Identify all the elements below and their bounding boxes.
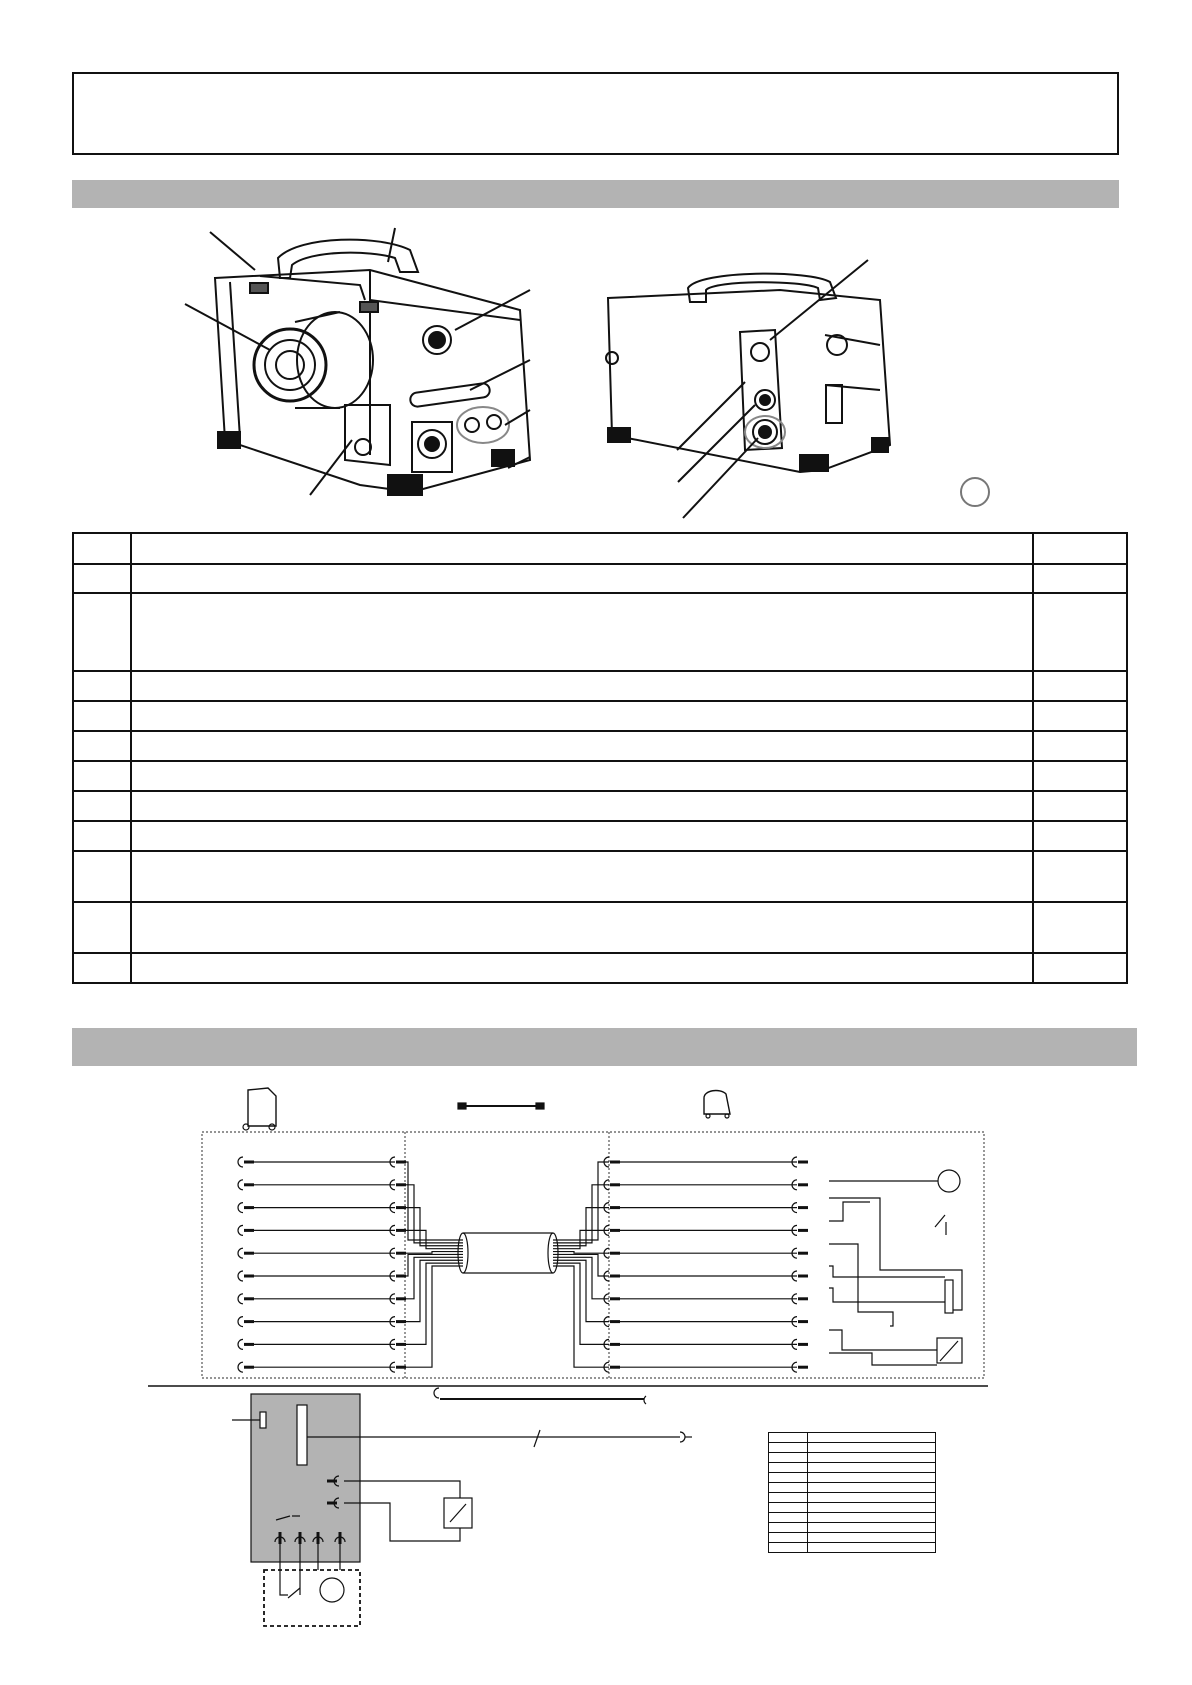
row-quantity: [1033, 791, 1127, 821]
row-number: [73, 902, 131, 953]
pin-number-cell: [769, 1443, 808, 1453]
pin-table-row: [769, 1493, 936, 1503]
row-quantity: [1033, 902, 1127, 953]
row-description: [131, 564, 1033, 593]
row-number: [73, 671, 131, 701]
col-number: [73, 533, 131, 564]
table-row: [73, 564, 1127, 593]
row-quantity: [1033, 821, 1127, 851]
pin-function-cell: [808, 1433, 936, 1443]
remote-connector-box: [264, 1570, 360, 1626]
col-description: [131, 533, 1033, 564]
pin-number-cell: [769, 1433, 808, 1443]
pin-function-cell: [808, 1533, 936, 1543]
row-number: [73, 731, 131, 761]
row-number: [73, 821, 131, 851]
pin-function-cell: [808, 1523, 936, 1533]
connector-row: [238, 1225, 808, 1248]
row-quantity: [1033, 851, 1127, 902]
table-row: [73, 701, 1127, 731]
col-quantity: [1033, 533, 1127, 564]
row-number: [73, 791, 131, 821]
pin-number-cell: [769, 1453, 808, 1463]
potentiometer-symbol: [945, 1280, 953, 1313]
view-indicator-circle: [961, 478, 989, 506]
row-description: [131, 701, 1033, 731]
pin-number-cell: [769, 1473, 808, 1483]
pin-assignment-table: [768, 1432, 936, 1553]
connector-row: [238, 1257, 808, 1303]
connector-row: [238, 1157, 808, 1240]
row-quantity: [1033, 701, 1127, 731]
wire-feeder-front-view: [215, 240, 530, 495]
table-row: [73, 821, 1127, 851]
pin-function-cell: [808, 1493, 936, 1503]
connector-row: [238, 1260, 808, 1326]
pin-table-row: [769, 1513, 936, 1523]
row-quantity: [1033, 593, 1127, 671]
row-description: [131, 902, 1033, 953]
row-description: [131, 851, 1033, 902]
pin-function-cell: [808, 1483, 936, 1493]
pin-number-cell: [769, 1513, 808, 1523]
connector-row: [238, 1254, 808, 1281]
pin-table-row: [769, 1533, 936, 1543]
row-quantity: [1033, 564, 1127, 593]
connector-row: [238, 1203, 808, 1246]
row-number: [73, 564, 131, 593]
switch-symbol: [935, 1215, 945, 1227]
pin-table-row: [769, 1453, 936, 1463]
pin-table-row: [769, 1483, 936, 1493]
table-row: [73, 731, 1127, 761]
table-row: [73, 902, 1127, 953]
pin-number-cell: [769, 1483, 808, 1493]
table-row: [73, 953, 1127, 983]
pin-table-row: [769, 1523, 936, 1533]
wire-feeder-rear-view: [606, 274, 890, 472]
cable-bundle: [458, 1233, 558, 1273]
section-band-components: [72, 180, 1119, 208]
pin-number-cell: [769, 1533, 808, 1543]
pin-table-row: [769, 1473, 936, 1483]
row-description: [131, 671, 1033, 701]
table-row: [73, 761, 1127, 791]
parts-list-table: [72, 532, 1128, 984]
row-description: [131, 791, 1033, 821]
pin-function-cell: [808, 1443, 936, 1453]
table-row: [73, 671, 1127, 701]
document-header-box: [72, 72, 1119, 155]
pin-function-cell: [808, 1503, 936, 1513]
connector-row: [238, 1248, 808, 1258]
row-quantity: [1033, 731, 1127, 761]
table-header-row: [73, 533, 1127, 564]
pin-function-cell: [808, 1463, 936, 1473]
row-number: [73, 761, 131, 791]
pin-number-cell: [769, 1493, 808, 1503]
machine-illustration: [0, 210, 1192, 530]
pin-table-row: [769, 1463, 936, 1473]
callout-arrows-left: [185, 228, 530, 495]
pin-table-row: [769, 1433, 936, 1443]
row-number: [73, 701, 131, 731]
pin-function-cell: [808, 1513, 936, 1523]
row-quantity: [1033, 761, 1127, 791]
pin-table-row: [769, 1503, 936, 1513]
pin-number-cell: [769, 1523, 808, 1533]
pin-table-row: [769, 1443, 936, 1453]
pin-number-cell: [769, 1543, 808, 1553]
section-band-wiring: [72, 1028, 1137, 1066]
row-quantity: [1033, 671, 1127, 701]
interconnection-cable-icon: [458, 1103, 544, 1109]
row-quantity: [1033, 953, 1127, 983]
row-number: [73, 593, 131, 671]
pin-number-cell: [769, 1503, 808, 1513]
wire-feeder-icon: [704, 1091, 730, 1118]
row-description: [131, 593, 1033, 671]
pin-function-cell: [808, 1473, 936, 1483]
table-row: [73, 593, 1127, 671]
motor-symbol: [938, 1170, 960, 1192]
row-description: [131, 953, 1033, 983]
row-description: [131, 821, 1033, 851]
pin-number-cell: [769, 1463, 808, 1473]
row-number: [73, 851, 131, 902]
connector-row: [238, 1266, 808, 1372]
pin-function-cell: [808, 1543, 936, 1553]
row-description: [131, 731, 1033, 761]
row-number: [73, 953, 131, 983]
pin-function-cell: [808, 1453, 936, 1463]
power-source-icon: [243, 1088, 276, 1130]
table-row: [73, 791, 1127, 821]
wiring-diagram: [0, 1080, 1192, 1640]
pin-table-row: [769, 1543, 936, 1553]
row-description: [131, 761, 1033, 791]
table-row: [73, 851, 1127, 902]
